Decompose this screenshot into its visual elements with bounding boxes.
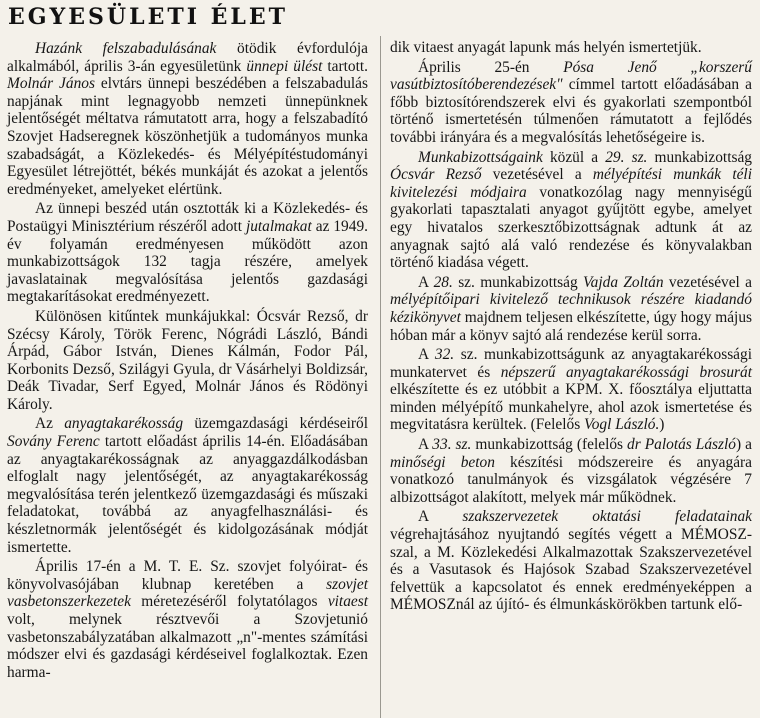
body-text: ) a [736,436,752,454]
paragraph [7,200,368,306]
emphasis-text: népszerű anyagtakarékossági brosurát [500,363,752,381]
body-text: készítési módszereire és anyagára vonatkozó tanulmányok és vizsgálatok végzésére 7 albizottságot alakított, melyek már működnek. [390,453,752,506]
body-text: A [418,346,435,364]
body-text: vezetésével a [481,166,593,184]
body-text: közül a [542,148,606,166]
paragraph [7,415,368,556]
emphasis-text: dr Palotás László [627,436,737,454]
body-text: majdnem teljesen elkészítette, úgy hogy május hóban már a könyv sajtó alá rendezése kerül sorra. [390,308,752,344]
emphasis-text: Sovány Ferenc [7,433,100,451]
body-text: A [418,508,463,526]
emphasis-text: 32. [434,346,455,364]
body-text: ötödik évfordulója alkalmából, április 3-án egyesületünk [7,40,368,75]
emphasis-text: Ócsvár Rezső [390,166,482,184]
body-text: sz. munkabizottságunk az anyagtakarékossági munkatervet és [390,346,752,381]
body-text: munkabizottság [647,148,752,166]
emphasis-text: Vajda Zoltán [582,273,664,291]
section-heading: EGYESÜLETI ÉLET [8,4,289,30]
body-text: végrehajtásához nyujtandó segítés végett a MÉMOSZ-szal, a M. Közlekedési Alkalmazottak Szakszervezetével és a Vasutasok és Hajósok Szabad Szakszervezetével felvettük a kapcsolatot és ennek eredményeképpen a MÉMOSZnál az újító- és élmunkáskörökben tartunk elő- [390,526,752,614]
emphasis-text: 29. sz. [605,148,648,166]
body-text: tartott előadást április 14-én. Előadásában az anyagtakarékosságnak az anyaggazdálkodásban elfoglalt nagy jelentőségét, az anyagtakarékosság megvalósítása terén jelentkező üzemgazdasági és műszaki feladatokat, továbbá az anyagfelhasználási- és készletnormák jelentőségét és kidolgozásának módját ismertette. [7,433,368,556]
body-text: A [418,436,433,454]
body-text: A [418,273,434,291]
emphasis-text: 33. sz. [432,436,472,454]
left-column [7,40,368,683]
body-text: munkabizottság (felelős [471,436,628,454]
paragraph [390,346,752,434]
emphasis-text: minőségi beton [390,453,495,471]
body-text: üzemgazdasági kérdéseiről [183,415,368,433]
body-text: Április 25-én [418,58,564,76]
column-divider [380,36,381,718]
body-text: ) [659,416,665,434]
emphasis-text: szovjet vasbetonszerkezetek [7,575,368,611]
body-text: vezetésével a [663,273,752,291]
paragraph [7,558,368,681]
body-text: Különösen kitűntek munkájukkal: Ócsvár Rezső, dr Szécsy Károly, Török Ferenc, Nógrádi László, Bándi Árpád, Gábor István, Dienes Kálmán, Fodor Pál, Korbonits Dezső, Szilágyi Gyula, dr Vásárhelyi Boldizsár, Deák Tivadar, Serf Egyed, Molnár János és Rödönyi Károly. [7,307,368,413]
emphasis-text: Vogl László. [584,416,660,434]
body-text: Az [35,415,65,433]
body-text: vonatkozólag nagy mennyiségű gyakorlati tapasztalati anyagot gyűjtött egybe, amelyet egy hivatalos szerkesztőbizottságnak adtunk át az anyagnak sajtó alá való rendezése és könyvalakban történő kiadása végett. [390,183,752,272]
emphasis-text: szakszervezetek oktatási feladatainak [462,508,752,526]
paragraph [390,149,752,272]
emphasis-text: anyagtakarékosság [64,415,184,433]
emphasis-text: Hazánk felszabadulásának [35,40,217,57]
paragraph [390,508,752,614]
body-text: dik vitaest anyagát lapunk más helyén ismertetjük. [390,39,702,56]
body-text: Április 17-én a M. T. E. Sz. szovjet folyóirat- és könyvolvasójában klubnap keretében a [7,558,368,593]
paragraph [390,39,752,57]
body-text: Az ünnepi beszéd után osztották ki a Közlekedés- és Postaügyi Minisztérium részéről adott [7,200,368,235]
paragraph [390,274,752,344]
paragraph [390,436,752,506]
emphasis-text: mélyépítőipari kivitelező technikusok részére kiadandó kézikönyvet [390,291,752,326]
emphasis-text: Munkabizottságaink [418,148,543,166]
emphasis-text: Pósa Jenő „korszerű vasútbiztosítóberendezések" [390,58,752,94]
body-text: méretezéséről folytatólagos [130,593,328,611]
right-column [390,39,752,616]
emphasis-text: ünnepi ülést [246,57,323,75]
paragraph [7,40,368,198]
body-text: az 1949. év folyamán eredményesen működött azon munkabizottságok 132 tagja részére, amelyek javaslatainak megvalósítása jelentős gazdasági megtakarításokat eredményezett. [7,217,368,306]
body-text: címmel tartott előadásában a főbb biztosítórendszerek elvi és gyakorlati szempontból történő ismertetésén túlmenően rámutatott a fejlődés további irányára és a megvalósítás lehetőségeire is. [390,76,752,146]
body-text: elkészítette és ez utóbbit a KPM. X. főosztálya eljuttatta minden mélyépítő munkahelyre, ahol azok ismertetése és megvitatásra kerültek. (Felelős [390,381,752,434]
body-text: sz. munkabizottság [452,273,583,291]
emphasis-text: Molnár János [7,75,95,93]
emphasis-text: jutalmakat [245,217,312,235]
emphasis-text: 28. [433,273,453,291]
body-text: tartott. [322,57,369,75]
emphasis-text: mélyépítési munkák téli kivitelezési módjaira [390,166,752,201]
paragraph [7,308,368,414]
emphasis-text: vitaest [327,593,368,611]
body-text: volt, melynek résztvevői a Szovjetunió vasbetonszabályzatában alkalmazott „n"-mentes számítási módszer elvi és gazdasági kérdéseivel foglalkoztak. Ezen harma- [7,611,368,681]
body-text: elvtárs ünnepi beszédében a felszabadulás napjának mint legnagyobb nemzeti ünnepünknek jelentőségét méltatva rámutatott arra, hogy a felszabadító Szovjet Hadseregnek köszönhetjük a tudományos munka szabadságát, a Közlekedés- és Mélyépítéstudományi Egyesület létrejöttét, békés munkáját és azokat a jelentős eredményeket, amelyeket elértünk. [7,75,368,198]
paragraph [390,59,752,147]
